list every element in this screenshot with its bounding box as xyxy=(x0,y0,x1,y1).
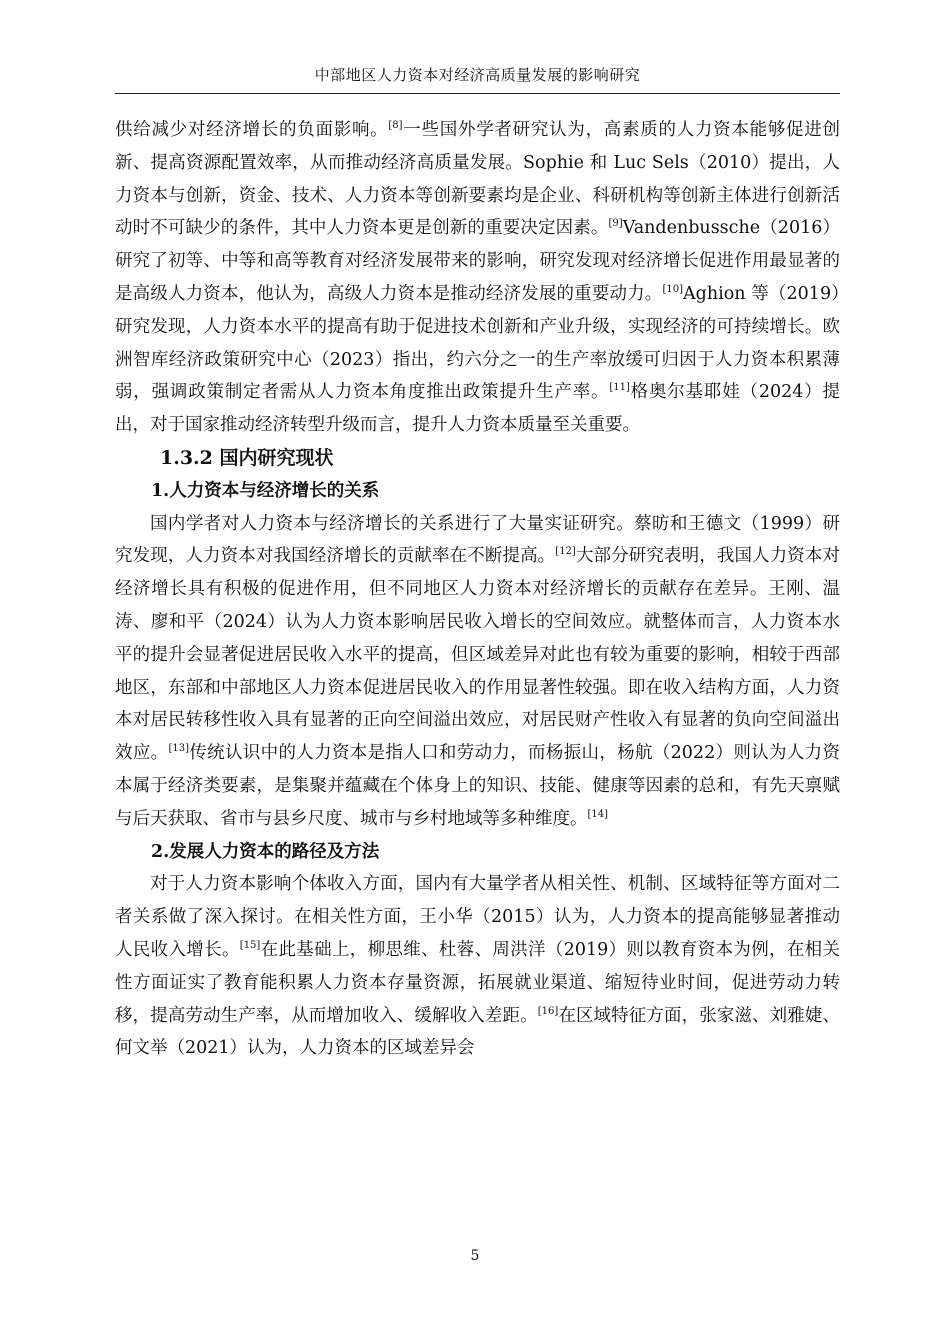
citation-8[interactable]: [8] xyxy=(388,120,403,131)
body-text xyxy=(115,114,840,1065)
text-run: 供给减少对经济增长的负面影响。 xyxy=(115,120,389,140)
citation-15[interactable]: [15] xyxy=(239,939,261,951)
section-heading: 1.3.2 国内研究现状 xyxy=(160,446,334,469)
paragraph-development-path xyxy=(115,868,840,1065)
citation-10[interactable]: [10] xyxy=(662,283,683,295)
paragraph-foreign-research xyxy=(115,114,840,442)
subsection-heading-2: 2.发展人力资本的路径及方法 xyxy=(151,841,380,862)
text-run: 大部分研究表明，我国人力资本对经济增长具有积极的促进作用，但不同地区人力资本对经济增长的贡献存在差异。王刚、温涛、廖和平（2024）认为人力资本影响居民收入增长的空间效应。就整体而言，人力资本水平的提升会显著促进居民收入水平的提高，但区域差异对此也有较为重要的影响，相较于西部地区，东部和中部地区人力资本促进居民收入的作用显著性较强。即在收入结构方面，人力资本对居民转移性收入具有显著的正向空间溢出效应，对居民财产性收入有显著的负向空间溢出效应。 xyxy=(115,546,841,764)
citation-12[interactable]: [12] xyxy=(555,546,576,558)
text-run: 一些国外学者研究认为，高素质的人力资本能够促进创新、提高资源配置效率，从而推动经济高质量发展。Sophie 和 Luc Sels（2010）提出，人力资本与创新，资金、技术、人力资本等创新要素均是企业、科研机构等创新主体进行创新活动时不可缺少的条件，其中人力资本更是创新的重要决定因素。 xyxy=(115,120,841,239)
header-rule xyxy=(115,93,840,94)
text-run: 格奥尔基耶娃（2024）提出，对于国家推动经济转型升级而言，提升人力资本质量至关重要。 xyxy=(115,382,840,436)
text-run: 传统认识中的人力资本是指人口和劳动力，而杨振山，杨航（2022）则认为人力资本属于经济类要素，是集聚并蕴藏在个体身上的知识、技能、健康等因素的总和，有先天禀赋与后天获取、省市与县乡尺度、城市与乡村地域等多种维度。 xyxy=(115,743,840,829)
page-number: 5 xyxy=(470,1248,480,1264)
citation-14[interactable]: [14] xyxy=(587,808,609,820)
text-run: Vandenbussche（2016）研究了初等、中等和高等教育对经济发展带来的影响，研究发现对经济增长促进作用最显著的是高级人力资本，他认为，高级人力资本是推动经济发展的重要动力。 xyxy=(115,218,840,304)
running-header: 中部地区人力资本对经济高质量发展的影响研究 xyxy=(314,66,641,84)
text-run: 国内学者对人力资本与经济增长的关系进行了大量实证研究。蔡昉和王德文（1999）研究发现，人力资本对我国经济增长的贡献率在不断提高。 xyxy=(115,513,840,567)
subsection-heading-1: 1.人力资本与经济增长的关系 xyxy=(151,480,380,501)
text-run: 对于人力资本影响个体收入方面，国内有大量学者从相关性、机制、区域特征等方面对二者关系做了深入探讨。在相关性方面，王小华（2015）认为，人力资本的提高能够显著推动人民收入增长。 xyxy=(115,874,840,960)
text-run: Aghion 等（2019）研究发现，人力资本水平的提高有助于促进技术创新和产业升级，实现经济的可持续增长。欧洲智库经济政策研究中心（2023）指出，约六分之一的生产率放缓可归因于人力资本积累薄弱，强调政策制定者需从人力资本角度推出政策提升生产率。 xyxy=(115,283,840,403)
text-run: 在此基础上，柳思维、杜蓉、周洪洋（2019）则以教育资本为例，在相关性方面证实了教育能积累人力资本存量资源，拓展就业渠道、缩短待业时间，促进劳动力转移，提高劳动生产率，从而增加收入、缓解收入差距。 xyxy=(115,939,840,1026)
citation-13[interactable]: [13] xyxy=(168,743,190,755)
text-run: 在区域特征方面，张家滋、刘雅婕、何文举（2021）认为，人力资本的区域差异会 xyxy=(115,1005,841,1059)
citation-16[interactable]: [16] xyxy=(537,1005,559,1017)
citation-11[interactable]: [11] xyxy=(609,382,630,394)
paragraph-domestic-growth xyxy=(115,508,840,836)
citation-9[interactable]: [9] xyxy=(608,218,623,230)
